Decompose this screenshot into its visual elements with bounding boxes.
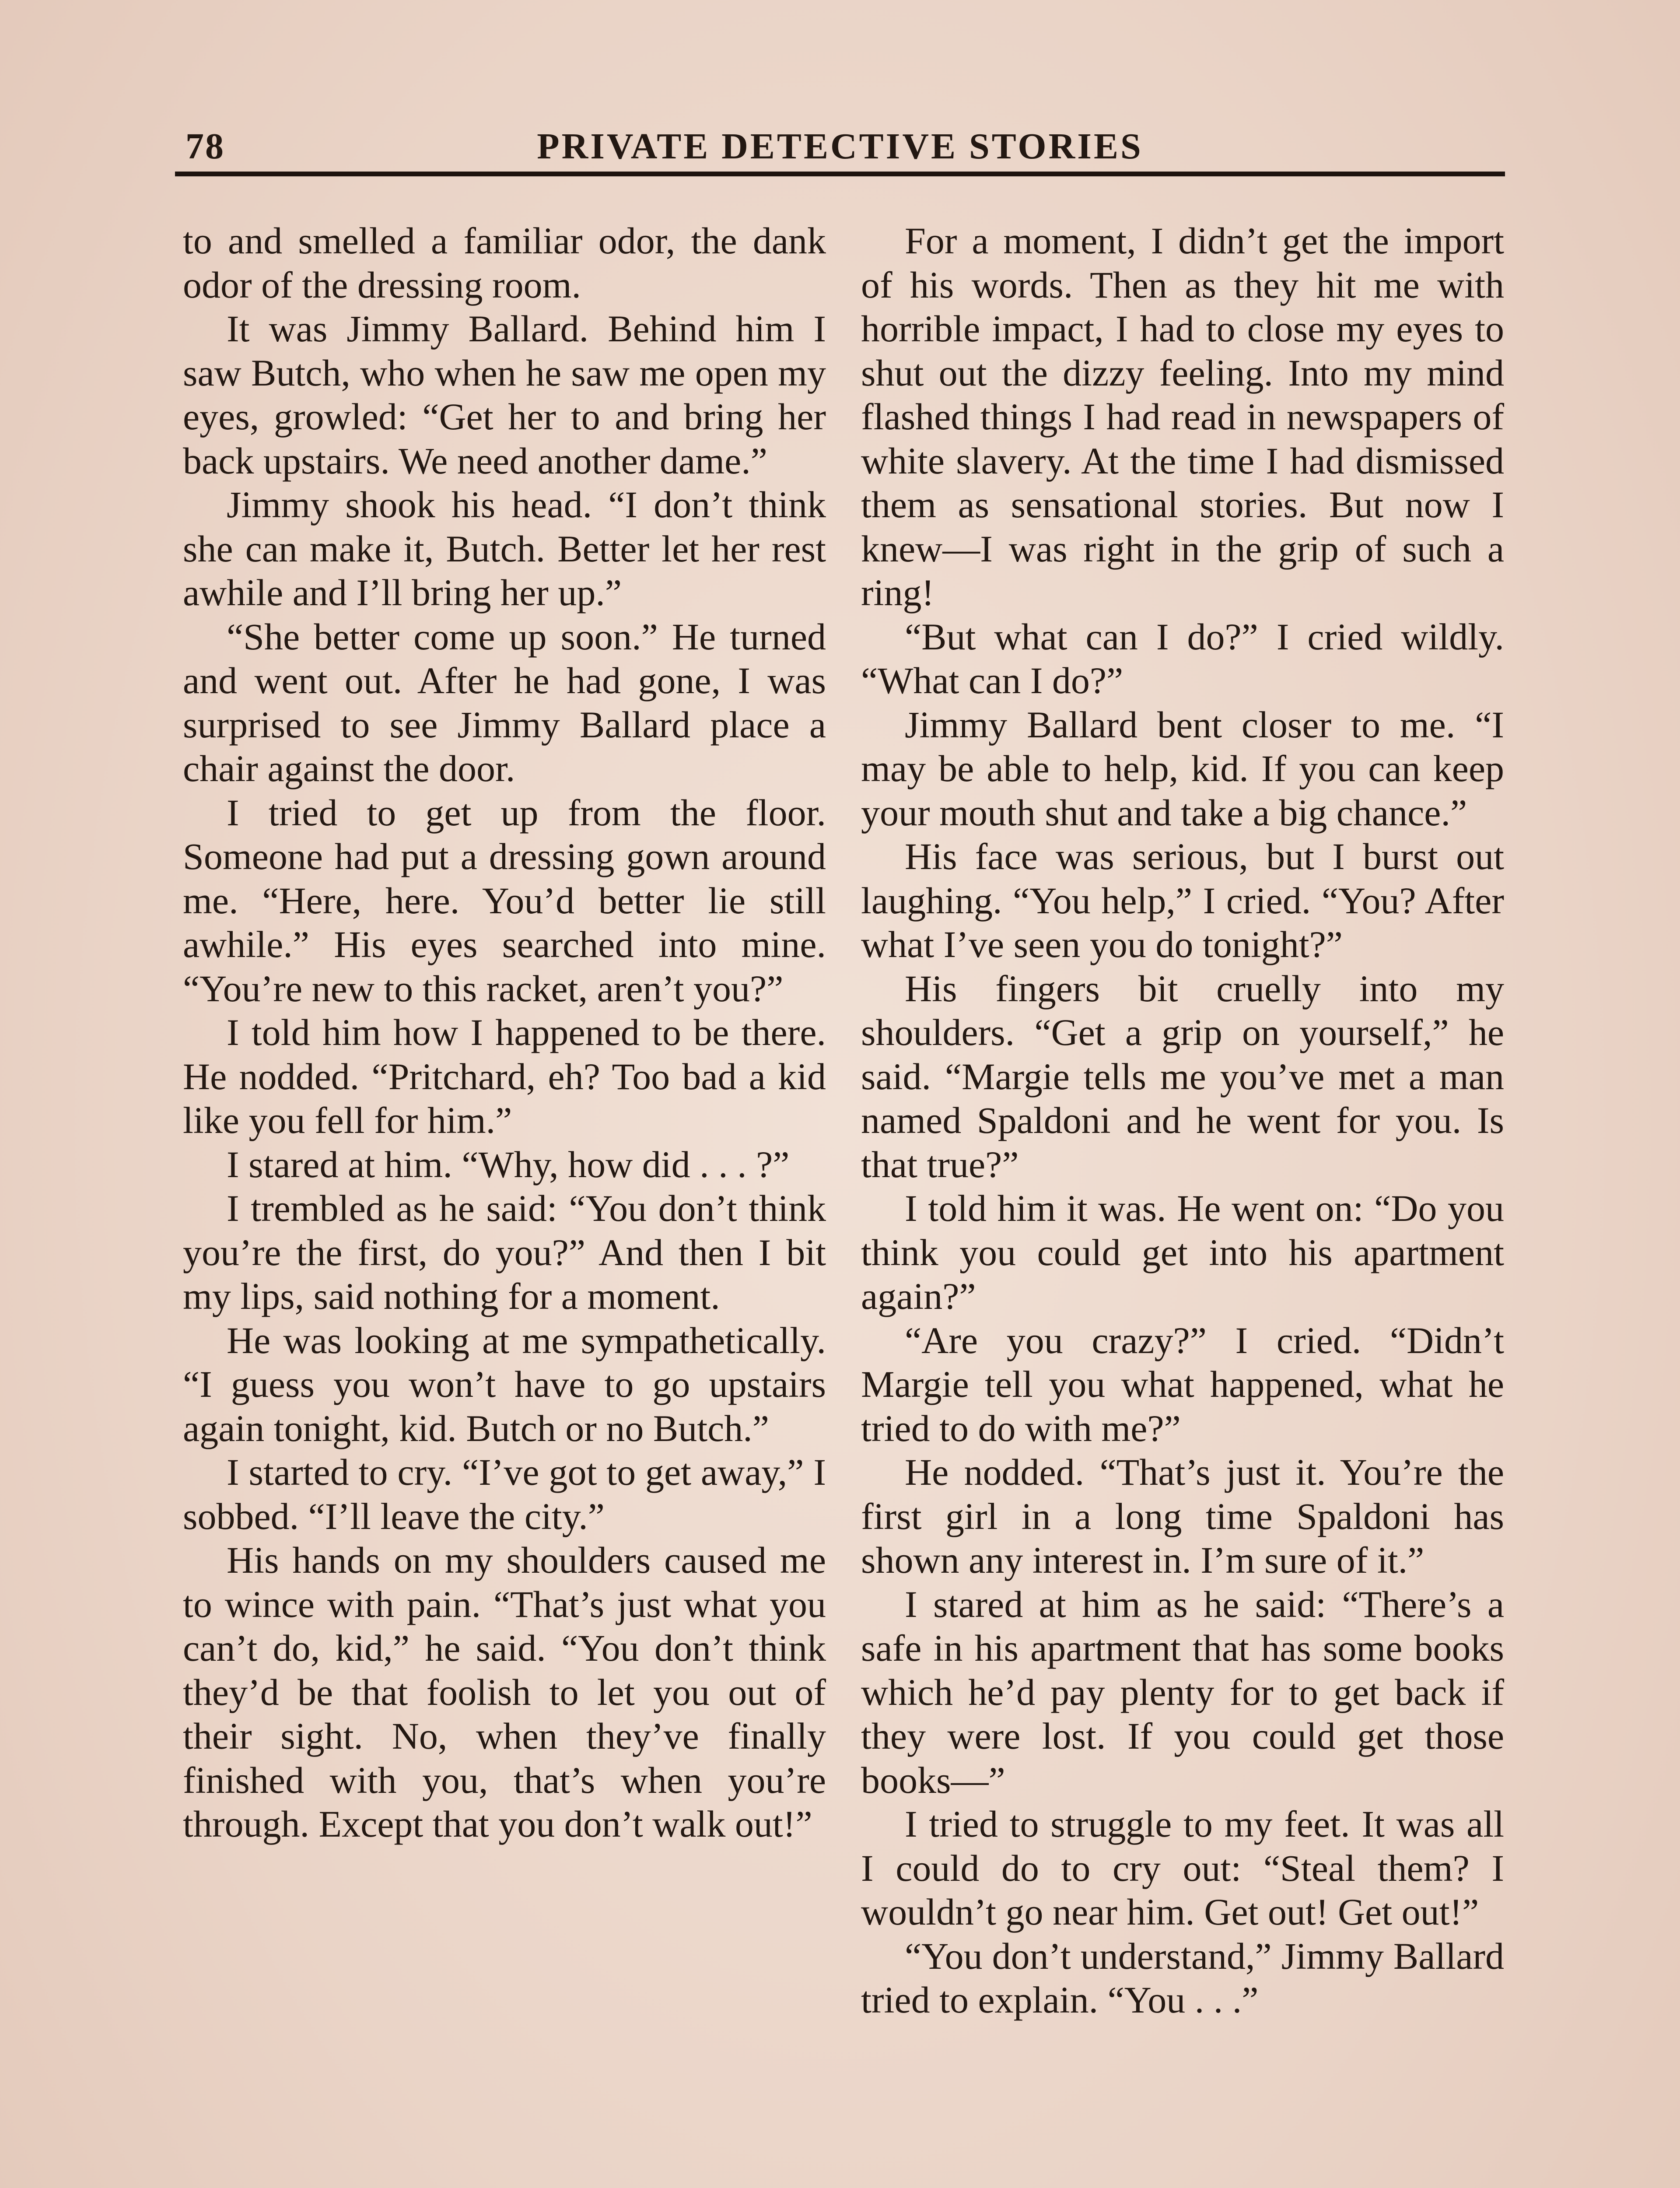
- left-column: [183, 219, 826, 1846]
- paragraph: I told him it was. He went on: “Do you think you could get into his apartment again?”: [861, 1187, 1504, 1317]
- paragraph: I stared at him as he said: “There’s a safe in his apartment that has some books which he’d pay plenty for to get back if they were lost. If you could get those books—”: [861, 1583, 1504, 1801]
- paragraph: to and smelled a familiar odor, the dank odor of the dressing room.: [183, 220, 826, 306]
- page-number: 78: [186, 126, 225, 167]
- paragraph: “You don’t understand,” Jimmy Ballard tried to explain. “You . . .”: [861, 1935, 1504, 2021]
- paragraph: “Are you crazy?” I cried. “Didn’t Margie tell you what happened, what he tried to do with me?”: [861, 1319, 1504, 1449]
- running-title: PRIVATE DETECTIVE STORIES: [537, 126, 1143, 167]
- paragraph: His hands on my shoulders caused me to wince with pain. “That’s just what you can’t do, kid,” he said. “You don’t think they’d be that foolish to let you out of their sight. No, when they’ve finally finished with you, that’s when you’re through. Except that you don’t walk out!”: [183, 1539, 826, 1845]
- paragraph: He was looking at me sympathetically. “I guess you won’t have to go upstairs again tonight, kid. Butch or no Butch.”: [183, 1319, 826, 1449]
- paragraph: For a moment, I didn’t get the import of his words. Then as they hit me with horrible impact, I had to close my eyes to shut out the dizzy feeling. Into my mind flashed things I had read in newspapers of white slavery. At the time I had dismissed them as sensational stories. But now I knew—I was right in the grip of such a ring!: [861, 220, 1504, 614]
- header-rule: [175, 172, 1505, 176]
- paragraph: He nodded. “That’s just it. You’re the first girl in a long time Spaldoni has shown any interest in. I’m sure of it.”: [861, 1451, 1504, 1581]
- paragraph: I stared at him. “Why, how did . . . ?”: [227, 1143, 790, 1185]
- paragraph: I started to cry. “I’ve got to get away,” I sobbed. “I’ll leave the city.”: [183, 1451, 826, 1537]
- paragraph: “But what can I do?” I cried wildly. “What can I do?”: [861, 615, 1504, 701]
- paragraph: His face was serious, but I burst out laughing. “You help,” I cried. “You? After what I’ve seen you do tonight?”: [861, 835, 1504, 965]
- paragraph: I trembled as he said: “You don’t think you’re the first, do you?” And then I bit my lips, said nothing for a moment.: [183, 1187, 826, 1317]
- paragraph: I tried to struggle to my feet. It was all I could do to cry out: “Steal them? I wouldn’t go near him. Get out! Get out!”: [861, 1803, 1504, 1933]
- page-header: [175, 118, 1505, 166]
- paragraph: I tried to get up from the floor. Someone had put a dressing gown around me. “Here, here. You’d better lie still awhile.” His eyes searched into mine. “You’re new to this racket, aren’t you?”: [183, 791, 826, 1010]
- paragraph: Jimmy Ballard bent closer to me. “I may be able to help, kid. If you can keep your mouth shut and take a big chance.”: [861, 703, 1504, 834]
- paragraph: His fingers bit cruelly into my shoulders. “Get a grip on yourself,” he said. “Margie tells me you’ve met a man named Spaldoni and he went for you. Is that true?”: [861, 967, 1504, 1185]
- right-column: [861, 219, 1504, 2022]
- paragraph: “She better come up soon.” He turned and went out. After he had gone, I was surprised to see Jimmy Ballard place a chair against the door.: [183, 615, 826, 789]
- paragraph: Jimmy shook his head. “I don’t think she can make it, Butch. Better let her rest awhile and I’ll bring her up.”: [183, 484, 826, 614]
- paragraph: I told him how I happened to be there. He nodded. “Pritchard, eh? Too bad a kid like you fell for him.”: [183, 1011, 826, 1141]
- paragraph: It was Jimmy Ballard. Behind him I saw Butch, who when he saw me open my eyes, growled: “Get her to and bring her back upstairs. We need another dame.”: [183, 308, 826, 482]
